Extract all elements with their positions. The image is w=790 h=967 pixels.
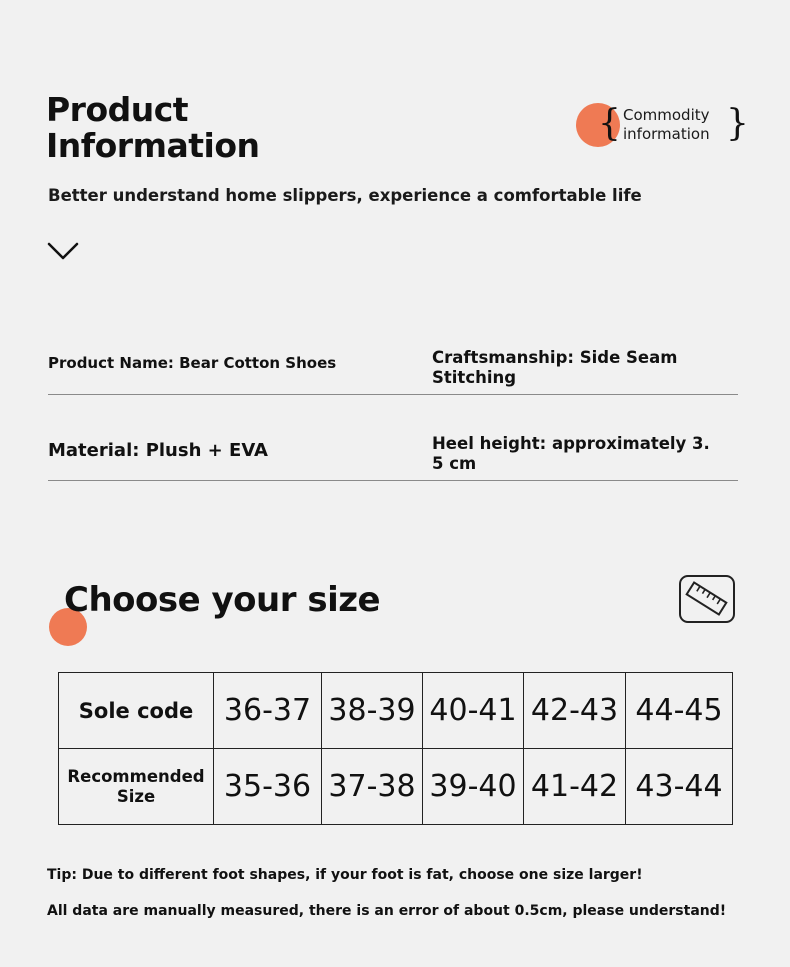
ruler-icon [679, 575, 735, 623]
recommended-size-cell: 37-38 [322, 749, 423, 825]
disclaimer-note: All data are manually measured, there is an error of about 0.5cm, please understand! [47, 903, 727, 919]
info-row-2 [48, 428, 738, 481]
recommended-line-2: Size [116, 786, 156, 806]
table-row [59, 749, 733, 825]
info-row-1 [48, 340, 738, 395]
craftsmanship-line-2: Stitching [432, 368, 517, 387]
chevron-down-icon [47, 240, 79, 262]
size-section-title: Choose your size [64, 580, 381, 620]
title-line-1: Product [46, 90, 189, 129]
right-brace-icon: } [726, 103, 749, 144]
heel-line-2: 5 cm [432, 454, 477, 473]
sole-code-cell: 42-43 [524, 673, 626, 749]
sole-code-cell: 44-45 [626, 673, 733, 749]
badge-line-2: information [623, 125, 710, 143]
craftsmanship [432, 348, 677, 388]
sole-code-label: Sole code [59, 673, 214, 749]
heel-height [432, 434, 710, 474]
recommended-size-cell: 41-42 [524, 749, 626, 825]
sole-code-cell: 40-41 [423, 673, 524, 749]
craftsmanship-line-1: Craftsmanship: Side Seam [432, 348, 678, 367]
badge-line-1: Commodity [623, 106, 710, 124]
heel-line-1: Heel height: approximately 3. [432, 434, 710, 453]
ruler-glyph [681, 577, 732, 620]
sole-code-cell: 36-37 [214, 673, 322, 749]
product-name: Product Name: Bear Cotton Shoes [48, 354, 337, 372]
recommended-line-1: Recommended [67, 766, 205, 786]
tip-note: Tip: Due to different foot shapes, if your foot is fat, choose one size larger! [47, 867, 643, 883]
size-table [58, 672, 733, 825]
material: Material: Plush + EVA [48, 440, 268, 461]
recommended-size-cell: 39-40 [423, 749, 524, 825]
commodity-info-badge [576, 103, 749, 149]
left-brace-icon: { [598, 103, 621, 144]
recommended-size-cell: 43-44 [626, 749, 733, 825]
title-line-2: Information [46, 126, 260, 165]
subtitle: Better understand home slippers, experience a comfortable life [48, 186, 642, 205]
badge-text [623, 106, 710, 144]
recommended-size-label [59, 749, 214, 825]
recommended-size-cell: 35-36 [214, 749, 322, 825]
page-title [46, 92, 259, 164]
table-row [59, 673, 733, 749]
sole-code-cell: 38-39 [322, 673, 423, 749]
